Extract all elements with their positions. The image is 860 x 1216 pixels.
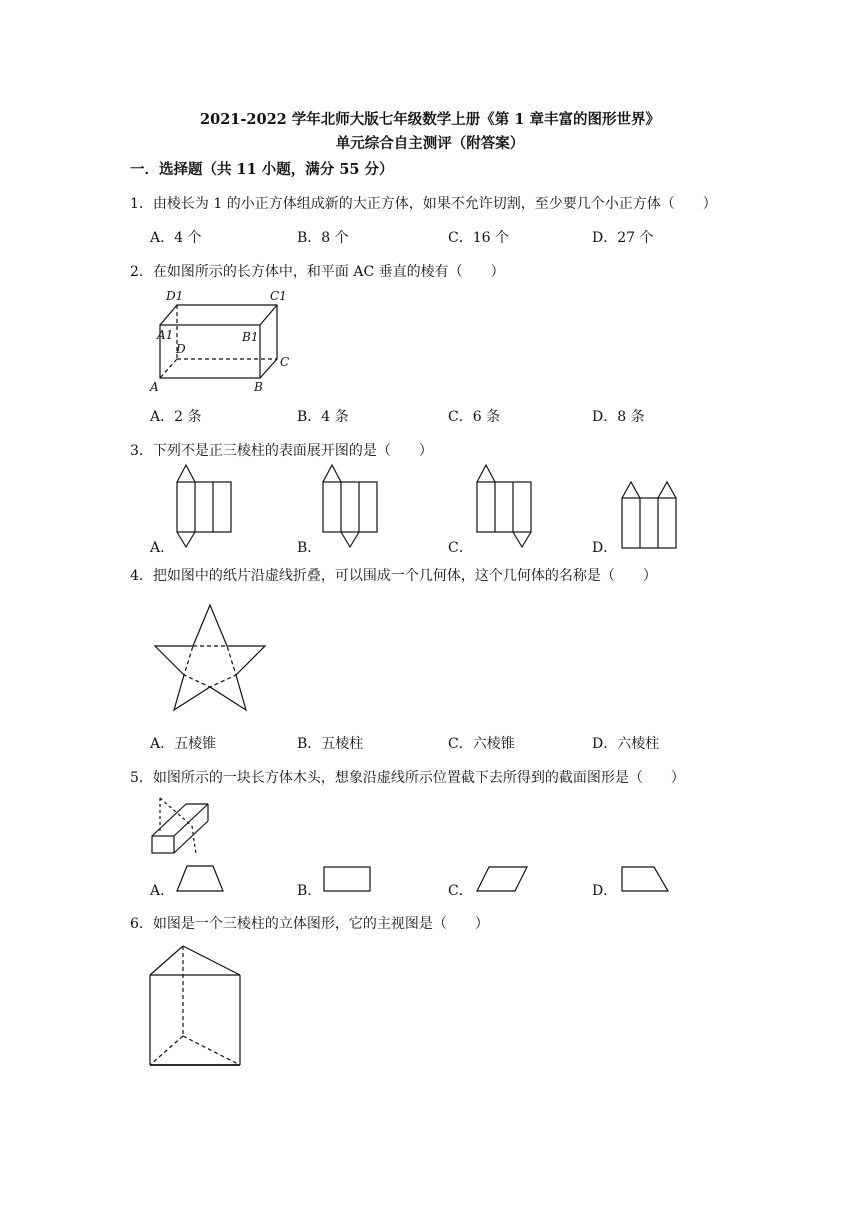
question-3-option-a: A． — [150, 540, 175, 556]
question-6-stem: 6．如图是一个三棱柱的立体图形，它的主视图是（ ） — [130, 916, 489, 932]
net-b — [323, 465, 377, 547]
parallelogram-shape-c — [477, 867, 527, 891]
label-b1: B1 — [242, 330, 259, 344]
question-1-option-c: C．16 个 — [448, 230, 509, 246]
label-a: A — [150, 380, 159, 394]
label-c1: C1 — [270, 289, 287, 303]
question-4-option-c: C．六棱锥 — [448, 736, 515, 752]
net-a — [177, 465, 231, 547]
question-2-option-b: B．4 条 — [297, 409, 349, 425]
question-1-option-b: B．8 个 — [297, 230, 349, 246]
question-3-option-b: B． — [297, 540, 322, 556]
question-5-option-a: A． — [150, 883, 175, 899]
net-c — [477, 465, 531, 547]
question-1-stem: 1．由棱长为 1 的小正方体组成新的大正方体，如果不允许切割，至少要几个小正方体（ ） — [130, 196, 717, 212]
label-c: C — [280, 355, 290, 369]
question-2-option-a: A．2 条 — [150, 409, 202, 425]
question-4-option-d: D．六棱柱 — [592, 736, 660, 752]
rectangle-shape-b — [324, 867, 370, 891]
label-b: B — [254, 380, 263, 394]
question-2-option-d: D．8 条 — [592, 409, 645, 425]
label-a1: A1 — [157, 328, 174, 342]
question-5-option-c: C． — [448, 883, 473, 899]
question-2-stem: 2．在如图所示的长方体中，和平面 AC 垂直的棱有（ ） — [130, 264, 505, 280]
section-heading: 一．选择题（共 11 小题，满分 55 分） — [130, 161, 394, 178]
question-3-option-c: C． — [448, 540, 473, 556]
document-subtitle: 单元综合自主测评（附答案） — [335, 135, 525, 152]
question-4-option-a: A．五棱锥 — [150, 736, 217, 752]
question-5-option-b: B． — [297, 883, 322, 899]
question-5-stem: 5．如图所示的一块长方体木头，想象沿虚线所示位置截下去所得到的截面图形是（ ） — [130, 770, 685, 786]
trapezoid-shape-a — [177, 866, 223, 891]
question-3-stem: 3．下列不是正三棱柱的表面展开图的是（ ） — [130, 443, 433, 459]
document-title: 2021-2022 学年北师大版七年级数学上册《第 1 章丰富的图形世界》 — [200, 111, 660, 128]
question-1-option-a: A．4 个 — [150, 230, 202, 246]
label-d1: D1 — [166, 289, 184, 303]
question-4-option-b: B．五棱柱 — [297, 736, 364, 752]
label-d: D — [176, 342, 186, 356]
question-4-stem: 4．把如图中的纸片沿虚线折叠，可以围成一个几何体，这个几何体的名称是（ ） — [130, 568, 657, 584]
question-2-option-c: C．6 条 — [448, 409, 501, 425]
question-3-option-d: D． — [592, 540, 618, 556]
question-1-option-d: D．27 个 — [592, 230, 654, 246]
question-5-option-d: D． — [592, 883, 618, 899]
net-d — [622, 482, 676, 548]
right-trapezoid-shape-d — [622, 867, 668, 891]
